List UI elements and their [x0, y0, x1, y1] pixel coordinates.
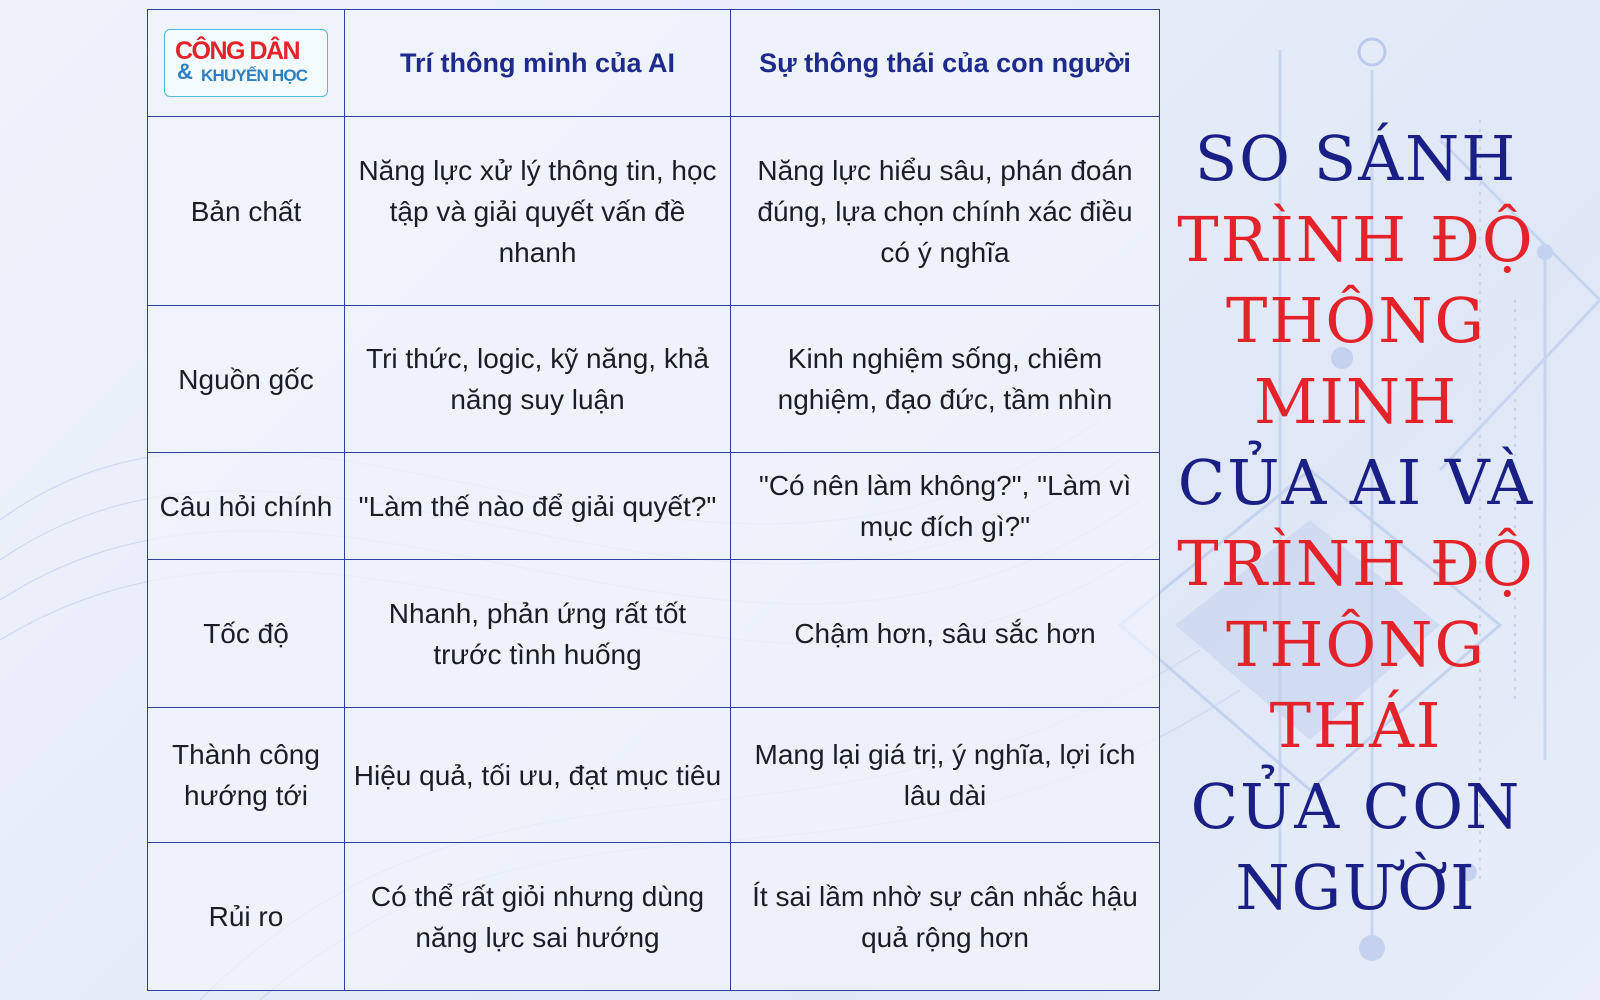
row-label: Rủi ro — [148, 843, 345, 991]
table-row — [148, 843, 1160, 991]
table-header-row — [148, 10, 1160, 117]
headline-line: SO SÁNH — [1194, 122, 1518, 195]
publisher-logo — [164, 29, 328, 97]
human-cell: Chậm hơn, sâu sắc hơn — [731, 560, 1160, 708]
table-row — [148, 306, 1160, 453]
header-human-wisdom: Sự thông thái của con người — [731, 10, 1160, 117]
headline-line: THÁI — [1269, 689, 1443, 762]
headline-line: NGƯỜI — [1235, 851, 1477, 924]
headline-line: THÔNG — [1225, 608, 1487, 681]
human-cell: Ít sai lầm nhờ sự cân nhắc hậu quả rộng hơn — [731, 843, 1160, 991]
human-cell: Kinh nghiệm sống, chiêm nghiệm, đạo đức, tầm nhìn — [731, 306, 1160, 453]
headline-line: CỦA AI VÀ — [1177, 446, 1535, 519]
headline-line: CỦA CON — [1190, 770, 1522, 843]
comparison-table-container — [147, 9, 1159, 990]
headline-title — [1176, 118, 1536, 928]
ai-cell: Năng lực xử lý thông tin, học tập và giải quyết vấn đề nhanh — [345, 117, 731, 306]
headline-line: MINH — [1253, 365, 1459, 438]
human-cell: Mang lại giá trị, ý nghĩa, lợi ích lâu dài — [731, 708, 1160, 843]
headline-line: TRÌNH ĐỘ — [1177, 203, 1535, 276]
header-ai-intelligence: Trí thông minh của AI — [345, 10, 731, 117]
table-row — [148, 708, 1160, 843]
ai-cell: Nhanh, phản ứng rất tốt trước tình huống — [345, 560, 731, 708]
row-label: Bản chất — [148, 117, 345, 306]
logo-cell — [148, 10, 345, 117]
row-label: Câu hỏi chính — [148, 453, 345, 560]
logo-line-2: KHUYẾN HỌC — [201, 66, 308, 85]
headline-line: TRÌNH ĐỘ — [1177, 527, 1535, 600]
human-cell: Năng lực hiểu sâu, phán đoán đúng, lựa chọn chính xác điều có ý nghĩa — [731, 117, 1160, 306]
table-row — [148, 117, 1160, 306]
ai-cell: Có thể rất giỏi nhưng dùng năng lực sai hướng — [345, 843, 731, 991]
row-label: Tốc độ — [148, 560, 345, 708]
row-label: Thành công hướng tới — [148, 708, 345, 843]
row-label: Nguồn gốc — [148, 306, 345, 453]
comparison-table — [147, 9, 1160, 991]
logo-line-1: CÔNG DÂN — [175, 37, 300, 65]
headline-line: THÔNG — [1225, 284, 1487, 357]
ai-cell: Hiệu quả, tối ưu, đạt mục tiêu — [345, 708, 731, 843]
ai-cell: "Làm thế nào để giải quyết?" — [345, 453, 731, 560]
table-row — [148, 453, 1160, 560]
logo-ampersand: & — [177, 59, 193, 84]
ai-cell: Tri thức, logic, kỹ năng, khả năng suy luận — [345, 306, 731, 453]
table-row — [148, 560, 1160, 708]
human-cell: "Có nên làm không?", "Làm vì mục đích gì?" — [731, 453, 1160, 560]
